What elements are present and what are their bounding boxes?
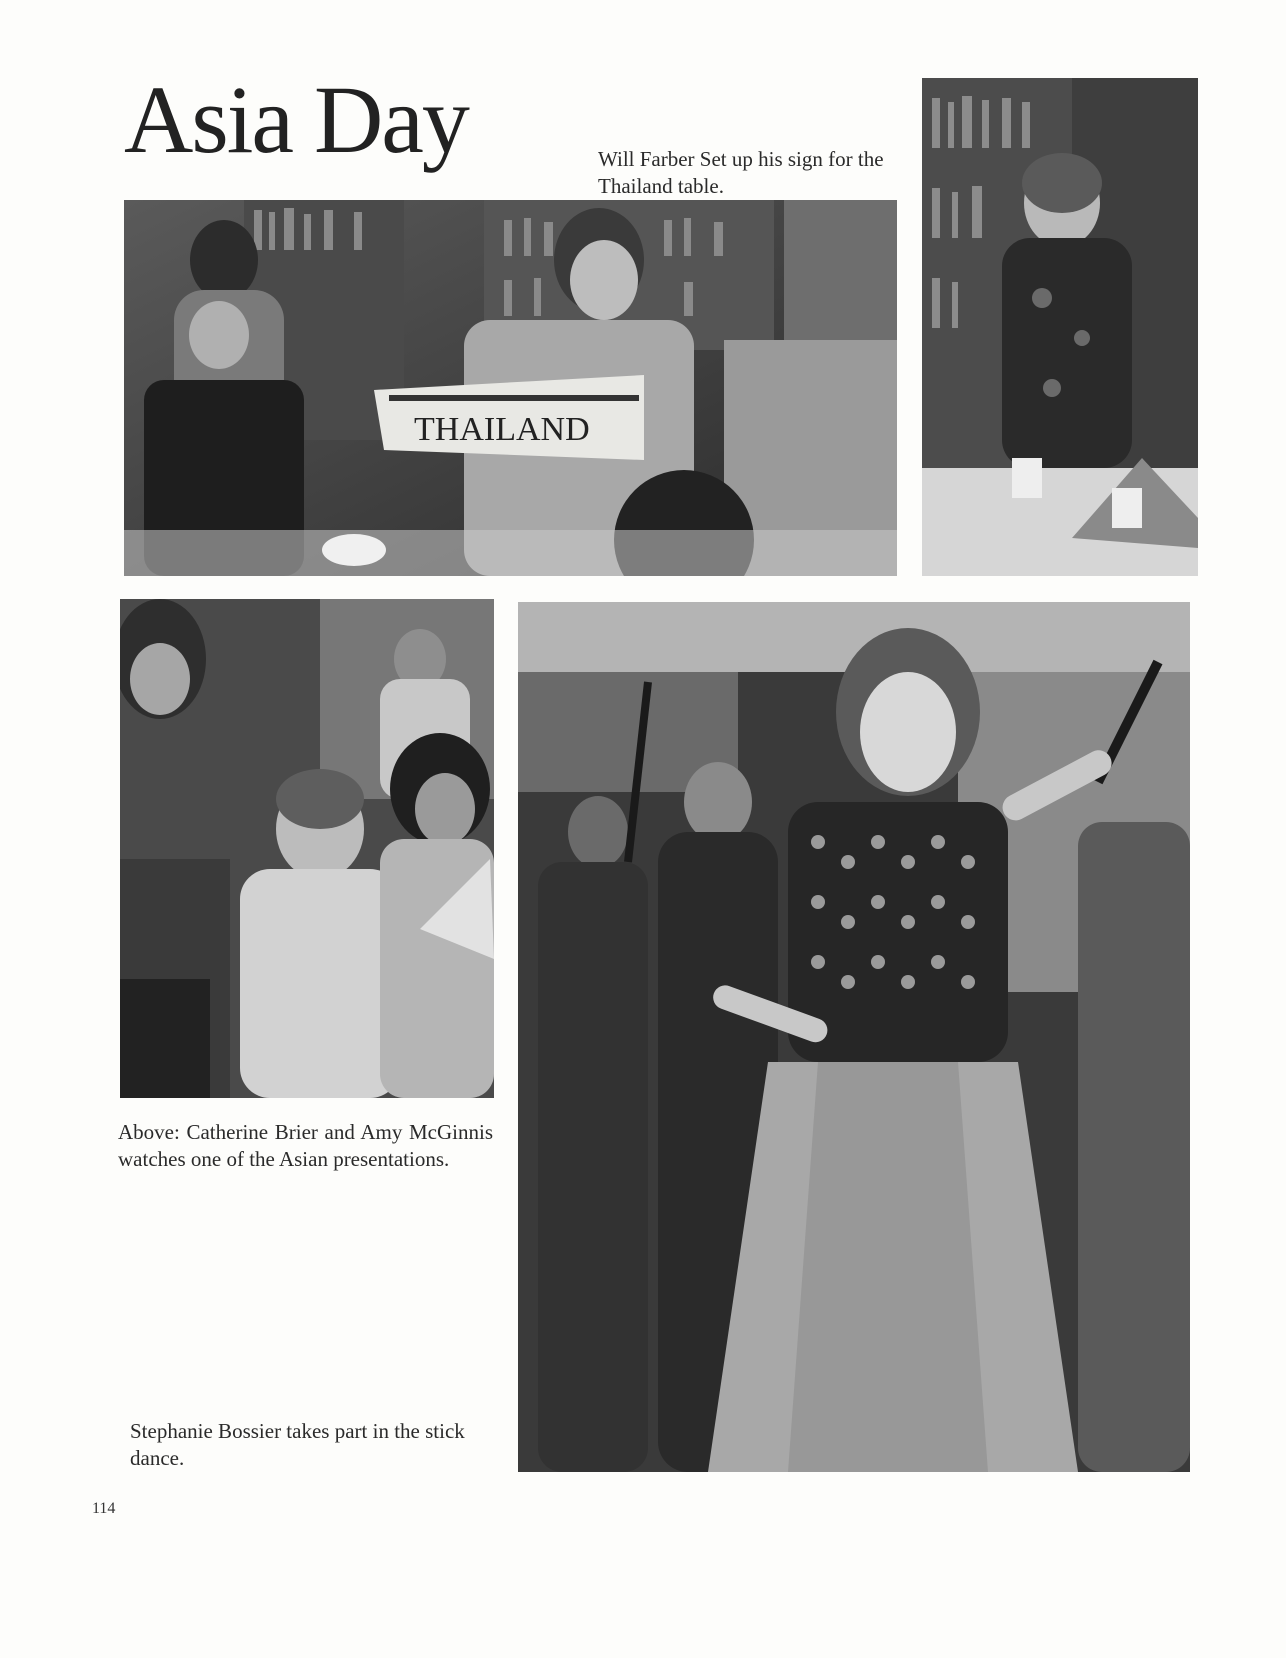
thailand-sign-text: THAILAND: [414, 411, 590, 448]
photo-catherine-amy-image: [120, 599, 494, 1098]
photo-thailand-sign-image: [124, 200, 897, 576]
page-title: Asia Day: [124, 66, 468, 173]
caption-stick-dance: Stephanie Bossier takes part in the stick dance.: [130, 1419, 465, 1470]
photo-will-farber-image: [922, 78, 1198, 576]
photo-will-farber: [922, 78, 1198, 576]
caption-thailand-sign: Will Farber Set up his sign for the Thailand table.: [598, 147, 884, 198]
caption-catherine-amy: Above: Catherine Brier and Amy McGinnis watches one of the Asian presentations.: [118, 1120, 493, 1171]
photo-thailand-sign: [124, 200, 897, 576]
page-number: 114: [92, 1500, 116, 1517]
photo-stick-dance: [518, 602, 1190, 1472]
photo-stick-dance-image: [518, 602, 1190, 1472]
photo-catherine-amy: [120, 599, 494, 1098]
